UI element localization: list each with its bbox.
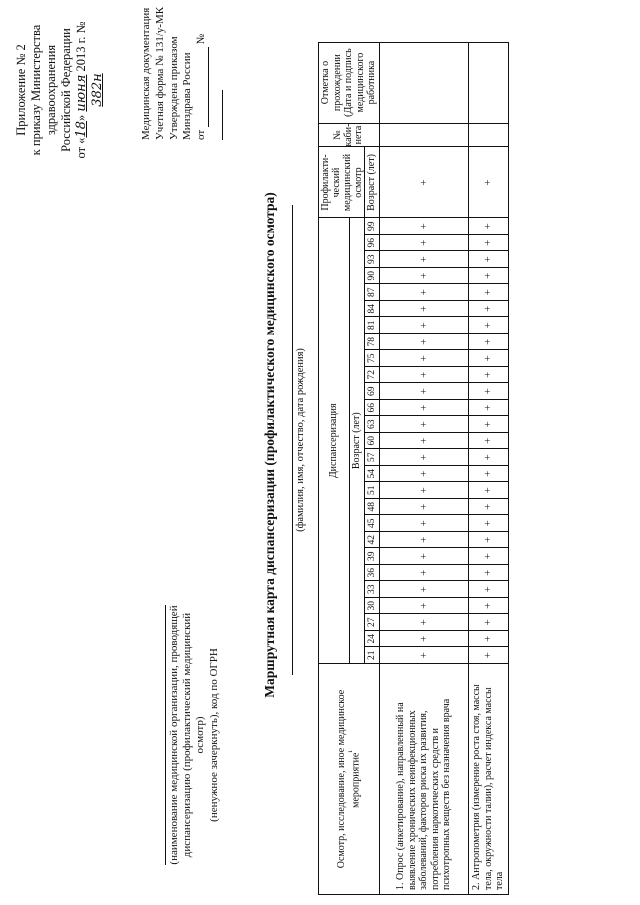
plus-mark: + — [380, 400, 469, 417]
room-input-cell[interactable] — [469, 123, 509, 147]
age-cell: 93 — [365, 251, 380, 268]
plus-mark: + — [380, 218, 469, 235]
plus-mark: + — [469, 631, 509, 648]
plus-mark: + — [469, 218, 509, 235]
age-cell: 33 — [365, 581, 380, 598]
age-cell: 69 — [365, 383, 380, 400]
age-cell: 90 — [365, 268, 380, 285]
plus-mark: + — [469, 350, 509, 367]
plus-mark: + — [469, 284, 509, 301]
plus-mark: + — [469, 334, 509, 351]
prof-mark: + — [469, 147, 509, 218]
order-line-1: к приказу Министерства здравоохранения — [29, 24, 58, 156]
plus-mark: + — [380, 433, 469, 450]
plus-mark: + — [380, 251, 469, 268]
plus-mark: + — [380, 449, 469, 466]
plus-mark: + — [469, 581, 509, 598]
completion-mark-cell[interactable] — [380, 42, 469, 123]
age-cell: 24 — [365, 631, 380, 648]
age-cell: 78 — [365, 334, 380, 351]
org-line-3: (ненужное зачеркнуть), код по ОГРН — [207, 648, 220, 822]
table-header-row — [319, 42, 350, 894]
plus-mark: + — [380, 416, 469, 433]
header-dispensary: Диспансеризация — [319, 218, 350, 664]
row-label: 2. Антропометрия (измерение роста стоя, массы тела, окружности талии), расчет индекса массы тела — [469, 664, 509, 895]
plus-mark: + — [469, 499, 509, 516]
plus-mark: + — [469, 383, 509, 400]
plus-mark: + — [469, 317, 509, 334]
organization-rule — [165, 605, 166, 865]
age-cell: 87 — [365, 284, 380, 301]
plus-mark: + — [469, 301, 509, 318]
age-cell: 63 — [365, 416, 380, 433]
plus-mark: + — [469, 466, 509, 483]
age-cell: 99 — [365, 218, 380, 235]
order-month: июня — [74, 74, 89, 112]
plus-mark: + — [380, 235, 469, 252]
plus-mark: + — [380, 565, 469, 582]
org-line-1: (наименование медицинской организации, проводящей — [168, 605, 180, 865]
header-prof: Профилакти-ческий медицинский осмотр — [319, 147, 365, 218]
form-line-1: Медицинская документация — [140, 7, 152, 140]
table-row — [469, 42, 509, 894]
plus-mark: + — [380, 466, 469, 483]
plus-mark: + — [380, 284, 469, 301]
age-cell: 96 — [365, 235, 380, 252]
form-info — [140, 0, 223, 140]
plus-mark: + — [469, 532, 509, 549]
prof-mark: + — [380, 147, 469, 218]
age-cell: 21 — [365, 647, 380, 664]
plus-mark: + — [469, 482, 509, 499]
plus-mark: + — [469, 515, 509, 532]
appendix-title: Приложение № 2 — [14, 44, 28, 136]
plus-mark: + — [469, 647, 509, 664]
plus-mark: + — [469, 251, 509, 268]
age-cell: 72 — [365, 367, 380, 384]
plus-mark: + — [380, 499, 469, 516]
plus-mark: + — [380, 647, 469, 664]
name-rule — [292, 205, 293, 675]
plus-mark: + — [380, 268, 469, 285]
age-cell: 75 — [365, 350, 380, 367]
plus-mark: + — [380, 581, 469, 598]
row-label: 1. Опрос (анкетирование), направленный на выявление хронических неинфекционных заболеваний, факторов риска их развития, потребления наркотических средств и психотропных веществ без назначения врача — [380, 664, 469, 895]
table-row — [380, 42, 469, 894]
plus-mark: + — [469, 268, 509, 285]
plus-mark: + — [469, 598, 509, 615]
organization-block — [165, 605, 221, 865]
plus-mark: + — [380, 482, 469, 499]
plus-mark: + — [380, 301, 469, 318]
form-number-blank — [212, 90, 223, 140]
order-date-line: от «18» июня 2013 г. № 382н — [74, 21, 105, 159]
plus-mark: + — [469, 565, 509, 582]
age-cell: 57 — [365, 449, 380, 466]
name-caption: (фамилия, имя, отчество, дата рождения) — [295, 348, 306, 532]
appendix-header — [14, 10, 105, 170]
header-prof-age: Возраст (лет) — [365, 147, 380, 218]
plus-mark: + — [380, 350, 469, 367]
age-cell: 27 — [365, 614, 380, 631]
order-number: 382н — [89, 73, 105, 107]
room-input-cell[interactable] — [380, 123, 469, 147]
age-cell: 60 — [365, 433, 380, 450]
plus-mark: + — [469, 416, 509, 433]
age-cell: 36 — [365, 565, 380, 582]
plus-mark: + — [469, 449, 509, 466]
age-cell: 51 — [365, 482, 380, 499]
page-title: Маршрутная карта диспансеризации (профилактического медицинского осмотра) — [262, 192, 277, 698]
plus-mark: + — [469, 548, 509, 565]
age-cell: 66 — [365, 400, 380, 417]
plus-mark: + — [380, 631, 469, 648]
route-table — [318, 42, 509, 895]
age-cell: 48 — [365, 499, 380, 516]
form-date-blank — [198, 47, 209, 127]
plus-mark: + — [380, 367, 469, 384]
header-dispensary-age: Возраст (лет) — [350, 218, 365, 664]
plus-mark: + — [380, 317, 469, 334]
plus-mark: + — [469, 433, 509, 450]
form-line-2: Учетная форма № 131/у-МК — [153, 6, 166, 140]
age-cell: 30 — [365, 598, 380, 615]
age-cell: 42 — [365, 532, 380, 549]
org-line-2: диспансеризацию (профилактический медицинский осмотр) — [181, 612, 207, 858]
header-mark: Отметка о прохождении (Дата и подпись медицинского работника — [319, 42, 380, 123]
completion-mark-cell[interactable] — [469, 42, 509, 123]
plus-mark: + — [380, 334, 469, 351]
plus-mark: + — [469, 235, 509, 252]
age-cell: 81 — [365, 317, 380, 334]
age-cell: 54 — [365, 466, 380, 483]
age-cell: 84 — [365, 301, 380, 318]
header-room: № каби-нета — [319, 123, 380, 147]
age-cell: 45 — [365, 515, 380, 532]
order-line-2: Российской Федерации — [59, 28, 73, 152]
plus-mark: + — [380, 614, 469, 631]
plus-mark: + — [380, 548, 469, 565]
header-activity: Осмотр, исследование, иное медицинское мероприятие$^{^1}$ — [319, 664, 380, 895]
plus-mark: + — [469, 400, 509, 417]
plus-mark: + — [380, 383, 469, 400]
plus-mark: + — [469, 367, 509, 384]
age-cell: 39 — [365, 548, 380, 565]
order-day: 18 — [74, 121, 89, 138]
plus-mark: + — [380, 532, 469, 549]
form-line-4: от № — [195, 0, 223, 140]
plus-mark: + — [469, 614, 509, 631]
form-line-3: Утверждена приказом Минздрава России — [167, 36, 194, 140]
plus-mark: + — [380, 598, 469, 615]
plus-mark: + — [380, 515, 469, 532]
